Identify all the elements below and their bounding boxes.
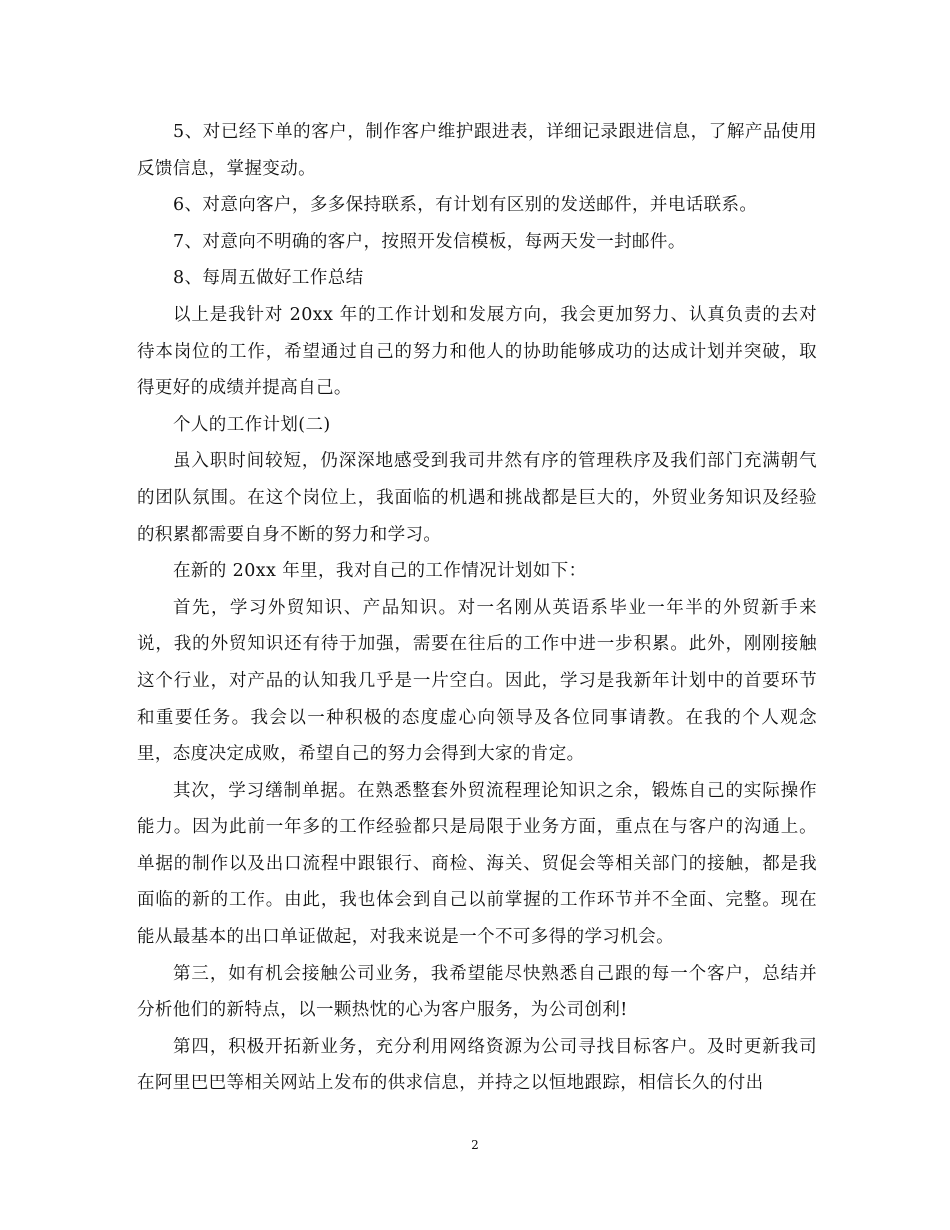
first-plan-paragraph: 首先，学习外贸知识、产品知识。对一名刚从英语系毕业一年半的外贸新手来说，我的外贸知识还有待于加强，需要在往后的工作中进一步积累。此外，刚刚接触这个行业，对产品的认知我几乎是一片空白。因此，学习是我新年计划中的首要环节和重要任务。我会以一种积极的态度虚心向领导及各位同事请教。在我的个人观念里，态度决定成败，希望自己的努力会得到大家的肯定。 [137, 597, 817, 765]
fourth-plan-paragraph: 第四，积极开拓新业务，充分利用网络资源为公司寻找目标客户。及时更新我司在阿里巴巴等相关网站上发布的供求信息，并持之以恒地跟踪，相信长久的付出 [137, 1036, 817, 1094]
page-number: 2 [471, 1138, 479, 1152]
section-heading: 个人的工作计划(二) [173, 414, 331, 435]
plan-lead-paragraph: 在新的 20xx 年里，我对自己的工作情况计划如下： [173, 561, 587, 582]
list-item-7: 7、对意向不明确的客户，按照开发信模板，每两天发一封邮件。 [173, 231, 686, 252]
list-item-5: 5、对已经下单的客户，制作客户维护跟进表，详细记录跟进信息，了解产品使用反馈信息，掌握变动。 [137, 122, 817, 179]
intro-paragraph: 虽入职时间较短，仍深深地感受到我司井然有序的管理秩序及我们部门充满朝气的团队氛围。在这个岗位上，我面临的机遇和挑战都是巨大的，外贸业务知识及经验的积累都需要自身不断的努力和学习。 [137, 451, 817, 545]
list-item-6: 6、对意向客户，多多保持联系，有计划有区别的发送邮件，并电话联系。 [173, 195, 758, 216]
document-body [137, 114, 817, 1102]
list-item-8: 8、每周五做好工作总结 [173, 268, 364, 289]
summary-paragraph: 以上是我针对 20xx 年的工作计划和发展方向，我会更加努力、认真负责的去对待本岗位的工作，希望通过自己的努力和他人的协助能够成功的达成计划并突破，取得更好的成绩并提高自己。 [137, 304, 817, 399]
third-plan-paragraph: 第三，如有机会接触公司业务，我希望能尽快熟悉自己跟的每一个客户，总结并分析他们的新特点，以一颗热忱的心为客户服务，为公司创利! [137, 963, 817, 1021]
second-plan-paragraph: 其次，学习缮制单据。在熟悉整套外贸流程理论知识之余，锻炼自己的实际操作能力。因为此前一年多的工作经验都只是局限于业务方面，重点在与客户的沟通上。单据的制作以及出口流程中跟银行、商检、海关、贸促会等相关部门的接触，都是我面临的新的工作。由此，我也体会到自己以前掌握的工作环节并不全面、完整。现在能从最基本的出口单证做起，对我来说是一个不可多得的学习机会。 [137, 780, 817, 948]
